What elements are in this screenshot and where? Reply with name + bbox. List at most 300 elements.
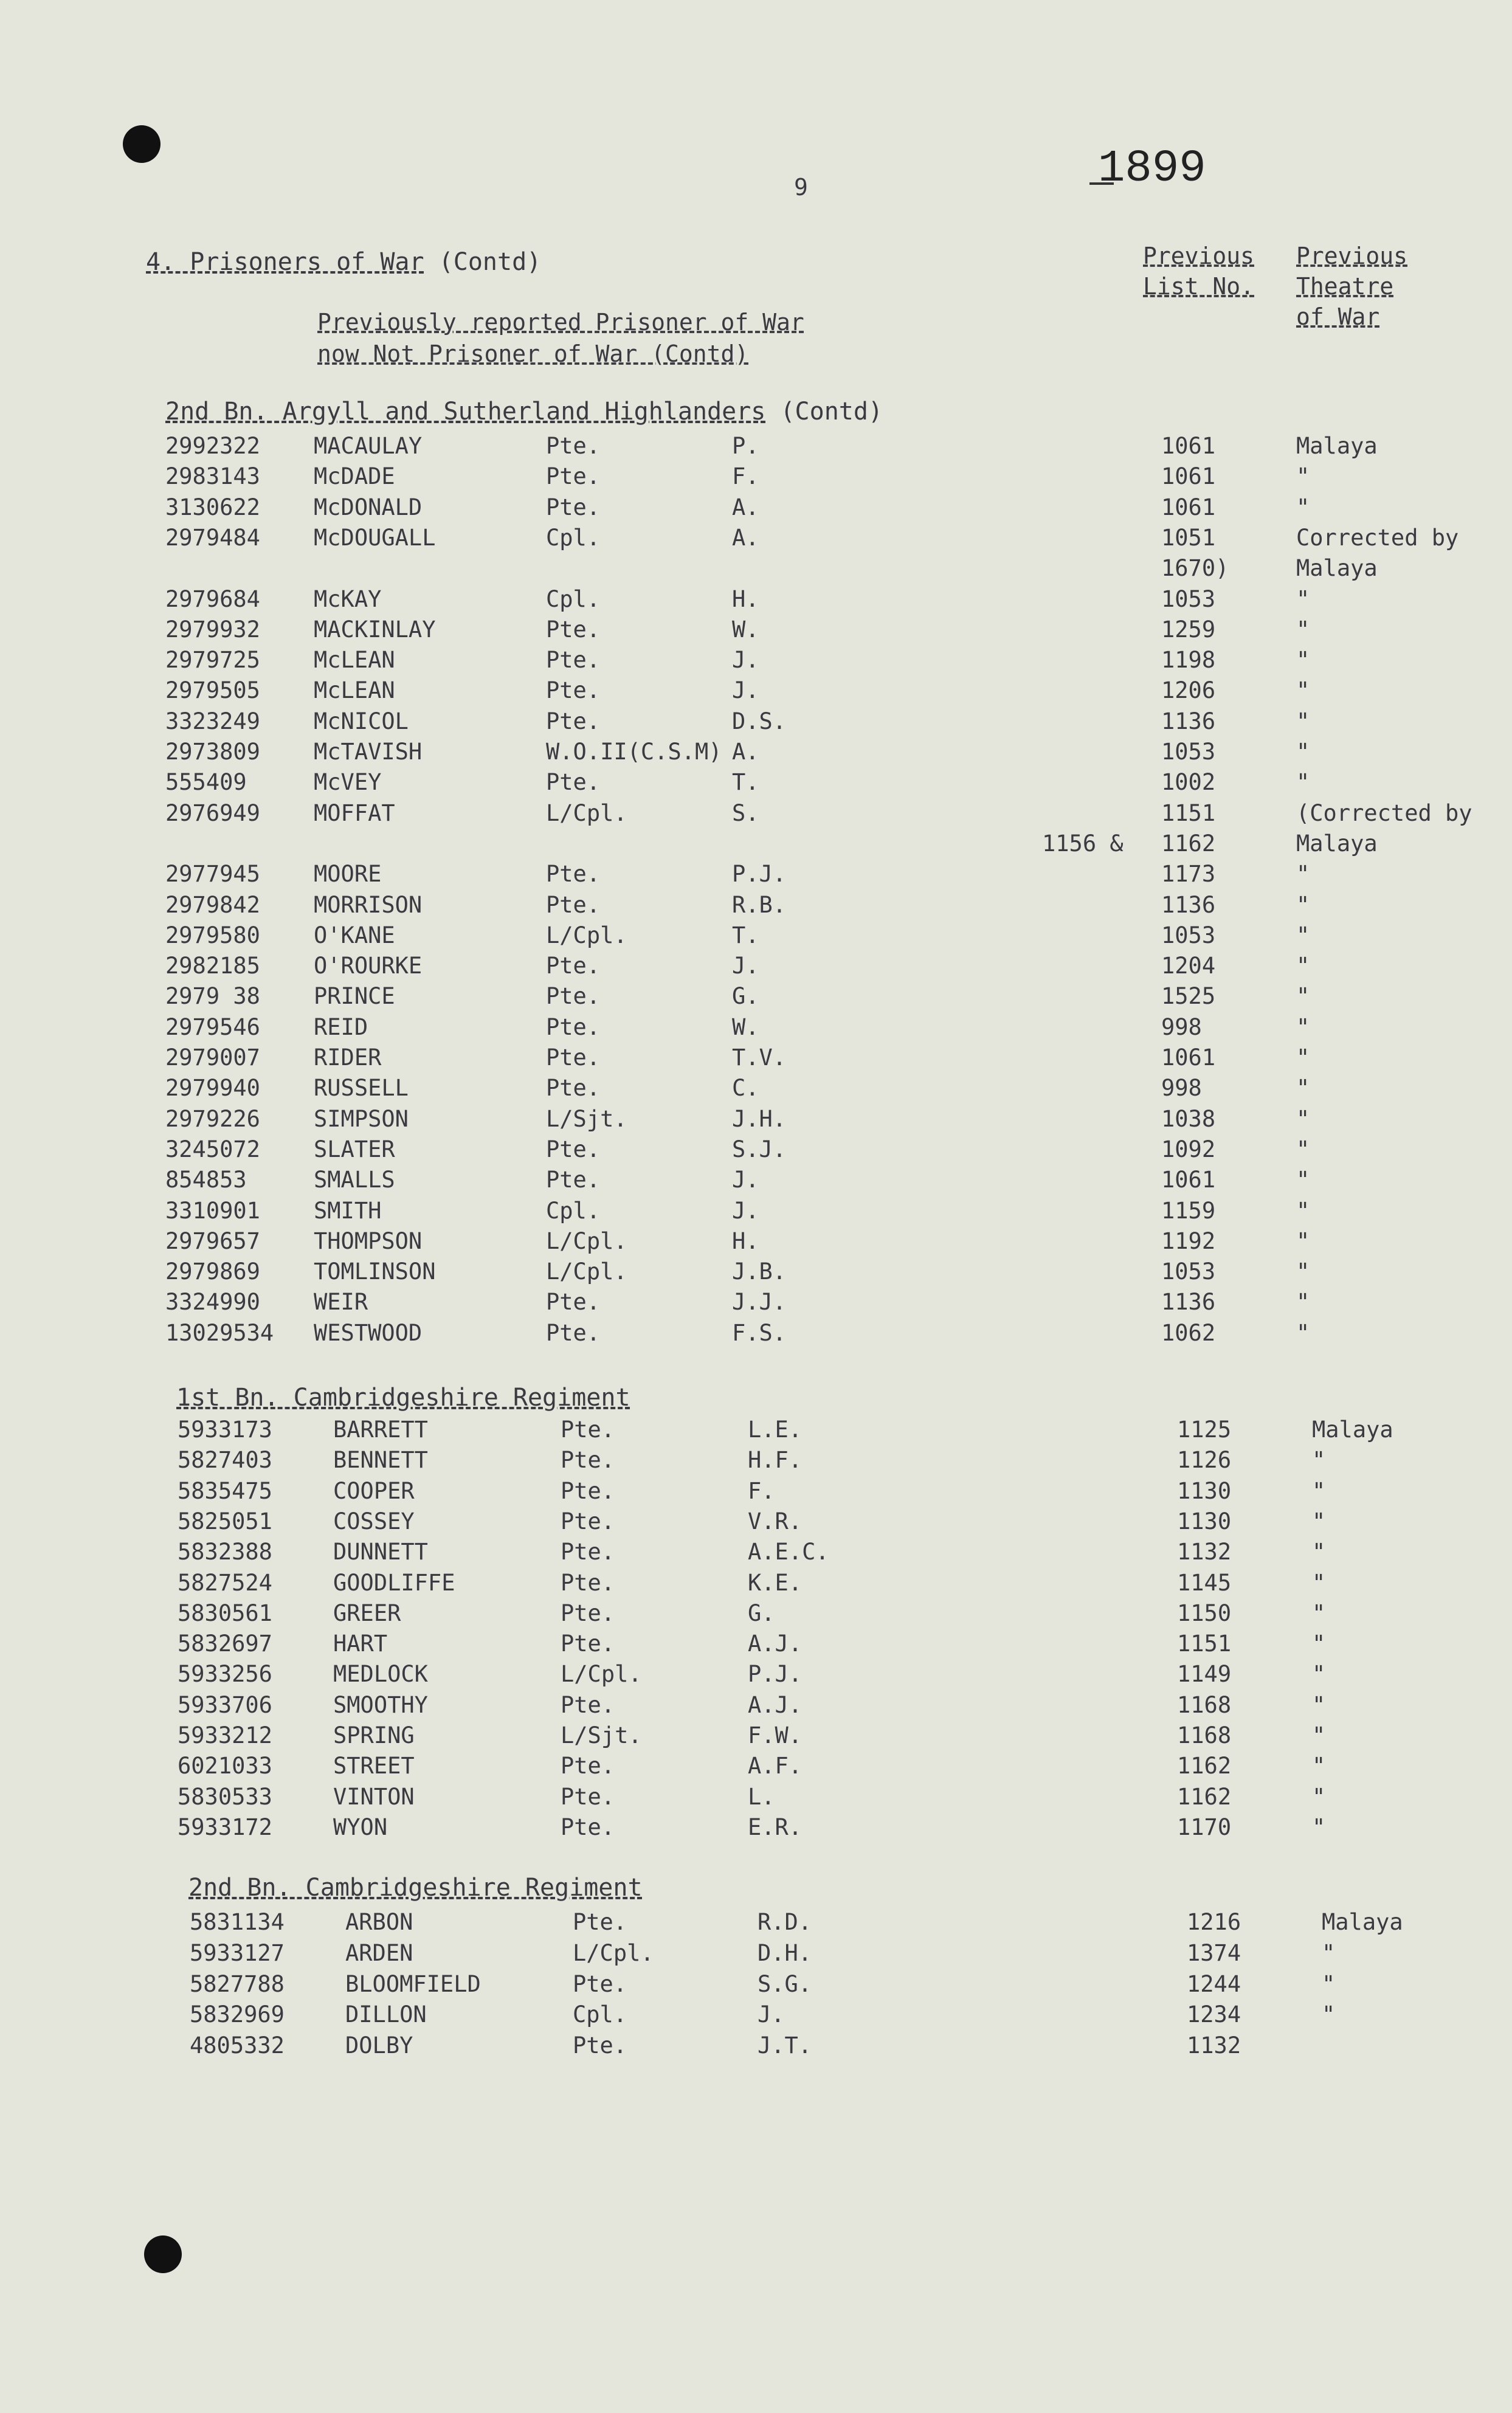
- service-number: 5830533: [178, 1783, 272, 1810]
- service-number: 5827524: [178, 1569, 272, 1596]
- previous-theatre: ": [1312, 1508, 1326, 1534]
- previous-list-no: 1162: [1177, 1753, 1232, 1780]
- service-number: 2979940: [165, 1075, 260, 1102]
- previous-theatre: ": [1296, 983, 1310, 1010]
- previous-theatre: ": [1312, 1477, 1326, 1504]
- surname: McTAVISH: [314, 739, 423, 765]
- initials: S.: [732, 799, 759, 826]
- rank: L/Cpl.: [546, 1258, 627, 1285]
- initials: H.F.: [748, 1447, 803, 1474]
- previous-theatre: ": [1312, 1600, 1326, 1626]
- initials: J.: [732, 953, 759, 979]
- previous-theatre: ": [1296, 708, 1310, 734]
- previous-list-no: 1168: [1177, 1691, 1232, 1718]
- unit-heading-name: 1st Bn. Cambridgeshire Regiment: [176, 1384, 630, 1412]
- rank: Pte.: [561, 1508, 615, 1534]
- initials: J.: [732, 647, 759, 674]
- previous-theatre: ": [1312, 1722, 1326, 1748]
- table-row: [0, 1044, 1512, 1075]
- rank: Pte.: [561, 1569, 615, 1596]
- initials: J.: [758, 2001, 785, 2028]
- table-row: [0, 677, 1512, 708]
- table-row: [0, 1940, 1512, 1970]
- previous-theatre: ": [1322, 1970, 1336, 1997]
- previous-list-no: 1216: [1187, 1909, 1241, 1935]
- initials: W.: [732, 616, 759, 643]
- previous-theatre: ": [1296, 647, 1310, 674]
- service-number: 854853: [165, 1167, 247, 1193]
- previous-list-no: 1162: [1161, 830, 1216, 857]
- surname: RIDER: [314, 1044, 382, 1071]
- previous-list-no: 1136: [1161, 891, 1216, 918]
- rank: Pte.: [546, 463, 601, 490]
- rank: Pte.: [546, 1044, 601, 1071]
- previous-list-no: 1234: [1187, 2001, 1241, 2028]
- initials: J.H.: [732, 1105, 787, 1132]
- previous-list-no: 1051: [1161, 524, 1216, 551]
- previous-list-no: 1053: [1161, 585, 1216, 612]
- section-title: [146, 248, 541, 276]
- initials: F.: [748, 1477, 775, 1504]
- service-number: 2979 38: [165, 983, 260, 1010]
- previous-theatre: ": [1296, 953, 1310, 979]
- previous-list-no: 1198: [1161, 647, 1216, 674]
- initials: J.: [732, 1197, 759, 1224]
- table-row: [0, 1508, 1512, 1539]
- rank: Pte.: [561, 1477, 615, 1504]
- previous-list-no: 1130: [1177, 1477, 1232, 1504]
- surname: DILLON: [345, 2001, 427, 2028]
- service-number: 2983143: [165, 463, 260, 490]
- column-header-line: Previous: [1143, 243, 1255, 269]
- service-number: 5832969: [190, 2001, 285, 2028]
- previous-theatre: ": [1296, 1227, 1310, 1254]
- service-number: 2979684: [165, 585, 260, 612]
- rank: L/Cpl.: [561, 1661, 642, 1688]
- table-row: [0, 1258, 1512, 1289]
- surname: SPRING: [333, 1722, 415, 1748]
- previous-theatre: (Corrected by: [1296, 799, 1472, 826]
- rank: Pte.: [546, 769, 601, 796]
- initials: A.F.: [748, 1753, 803, 1780]
- previous-list-no: 1670): [1161, 555, 1229, 582]
- initials: J.: [732, 677, 759, 704]
- service-number: 2979580: [165, 922, 260, 948]
- rank: Pte.: [546, 953, 601, 979]
- previous-list-no: 1159: [1161, 1197, 1216, 1224]
- rank: Pte.: [546, 1136, 601, 1162]
- service-number: 13029534: [165, 1319, 274, 1346]
- rank: L/Cpl.: [546, 799, 627, 826]
- previous-list-no: 1061: [1161, 494, 1216, 520]
- surname: MORRISON: [314, 891, 423, 918]
- previous-theatre: ": [1296, 1197, 1310, 1224]
- initials: P.J.: [748, 1661, 803, 1688]
- table-row: [0, 494, 1512, 525]
- service-number: 5827788: [190, 1970, 285, 1997]
- table-row: [0, 1753, 1512, 1783]
- previous-list-no: 1145: [1177, 1569, 1232, 1596]
- table-row: [0, 586, 1512, 616]
- rank: Pte.: [546, 616, 601, 643]
- surname: McNICOL: [314, 708, 409, 734]
- surname: PRINCE: [314, 983, 395, 1010]
- table-row: [0, 1289, 1512, 1319]
- initials: F.S.: [732, 1319, 787, 1346]
- surname: MACAULAY: [314, 433, 423, 459]
- service-number: 5830561: [178, 1600, 272, 1626]
- surname: McDOUGALL: [314, 524, 436, 551]
- document-number: 1899: [1098, 143, 1206, 195]
- service-number: 5827403: [178, 1447, 272, 1474]
- surname: WEIR: [314, 1289, 368, 1316]
- service-number: 2979657: [165, 1227, 260, 1254]
- surname: McVEY: [314, 769, 382, 796]
- previous-list-no: 1192: [1161, 1227, 1216, 1254]
- rank: Pte.: [561, 1417, 615, 1443]
- previous-list-no: 1062: [1161, 1319, 1216, 1346]
- correction-note: 1156 &: [1042, 830, 1124, 857]
- previous-list-no: 1525: [1161, 983, 1216, 1010]
- table-row: [0, 769, 1512, 799]
- rank: Pte.: [546, 861, 601, 888]
- initials: W.: [732, 1013, 759, 1040]
- previous-theatre: ": [1312, 1539, 1326, 1566]
- surname: SMITH: [314, 1197, 382, 1224]
- table-row: [0, 953, 1512, 983]
- initials: R.B.: [732, 891, 787, 918]
- table-row: [0, 1971, 1512, 2001]
- table-row: [0, 463, 1512, 494]
- initials: G.: [732, 983, 759, 1010]
- previous-theatre: ": [1296, 891, 1310, 918]
- punch-hole-bottom: [144, 2235, 182, 2273]
- rank: L/Cpl.: [573, 1939, 654, 1966]
- initials: P.: [732, 433, 759, 459]
- surname: TOMLINSON: [314, 1258, 436, 1285]
- rank: Pte.: [546, 1075, 601, 1102]
- initials: A.J.: [748, 1691, 803, 1718]
- table-row: [0, 800, 1512, 830]
- surname: McDONALD: [314, 494, 423, 520]
- service-number: 5831134: [190, 1909, 285, 1935]
- previous-theatre: ": [1296, 1105, 1310, 1132]
- service-number: 2979869: [165, 1258, 260, 1285]
- service-number: 5832697: [178, 1631, 272, 1657]
- column-header-line: Previous: [1296, 243, 1408, 269]
- service-number: 555409: [165, 769, 247, 796]
- table-row: [0, 1692, 1512, 1722]
- surname: BLOOMFIELD: [345, 1970, 481, 1997]
- service-number: 5933212: [178, 1722, 272, 1748]
- surname: ARBON: [345, 1909, 413, 1935]
- initials: P.J.: [732, 861, 787, 888]
- previous-theatre: ": [1296, 494, 1310, 520]
- previous-theatre: Malaya: [1322, 1909, 1403, 1935]
- surname: MOFFAT: [314, 799, 395, 826]
- initials: A.E.C.: [748, 1539, 829, 1566]
- surname: DUNNETT: [333, 1539, 428, 1566]
- initials: A.: [732, 739, 759, 765]
- surname: O'ROURKE: [314, 953, 423, 979]
- previous-list-no: 1061: [1161, 1167, 1216, 1193]
- initials: K.E.: [748, 1569, 803, 1596]
- service-number: 3130622: [165, 494, 260, 520]
- rank: Pte.: [561, 1753, 615, 1780]
- initials: C.: [732, 1075, 759, 1102]
- table-row: [0, 1631, 1512, 1661]
- rank: Cpl.: [573, 2001, 627, 2028]
- table-row: [0, 1417, 1512, 1447]
- previous-list-no: 1168: [1177, 1722, 1232, 1748]
- rank: Pte.: [561, 1447, 615, 1474]
- initials: A.: [732, 494, 759, 520]
- previous-list-no: 998: [1161, 1075, 1202, 1102]
- previous-theatre: ": [1296, 585, 1310, 612]
- initials: F.: [732, 463, 759, 490]
- surname: SIMPSON: [314, 1105, 409, 1132]
- previous-theatre: Malaya: [1296, 555, 1378, 582]
- initials: A.J.: [748, 1631, 803, 1657]
- initials: E.R.: [748, 1814, 803, 1840]
- subheading-line: Previously reported Prisoner of War: [317, 309, 804, 336]
- service-number: 2992322: [165, 433, 260, 459]
- column-header-previous-list: [1143, 241, 1254, 302]
- previous-list-no: 1053: [1161, 1258, 1216, 1285]
- previous-theatre: ": [1312, 1814, 1326, 1840]
- previous-list-no: 1061: [1161, 463, 1216, 490]
- table-row: [0, 1909, 1512, 1939]
- surname: VINTON: [333, 1783, 415, 1810]
- initials: H.: [732, 1227, 759, 1254]
- table-row: [0, 892, 1512, 922]
- rank: Pte.: [546, 433, 601, 459]
- previous-list-no: 1061: [1161, 433, 1216, 459]
- service-number: 3245072: [165, 1136, 260, 1162]
- table-row: [0, 1478, 1512, 1508]
- surname: MOORE: [314, 861, 382, 888]
- service-number: 6021033: [178, 1753, 272, 1780]
- table-row: [0, 1539, 1512, 1569]
- table-row: [0, 1167, 1512, 1197]
- service-number: 5933706: [178, 1691, 272, 1718]
- surname: BENNETT: [333, 1447, 428, 1474]
- previous-theatre: ": [1296, 677, 1310, 704]
- table-row: [0, 525, 1512, 555]
- column-header-line: Theatre: [1296, 273, 1394, 300]
- table-row: [0, 739, 1512, 769]
- surname: SMOOTHY: [333, 1691, 428, 1718]
- initials: J.B.: [732, 1258, 787, 1285]
- previous-list-no: 1259: [1161, 616, 1216, 643]
- table-row: [0, 647, 1512, 677]
- rank: Pte.: [561, 1691, 615, 1718]
- table-row: [0, 1228, 1512, 1258]
- previous-theatre: ": [1296, 1258, 1310, 1285]
- initials: D.S.: [732, 708, 787, 734]
- table-row: [0, 2001, 1512, 2032]
- rank: Pte.: [546, 647, 601, 674]
- previous-list-no: 1125: [1177, 1417, 1232, 1443]
- section-title-suffix: (Contd): [438, 248, 542, 276]
- surname: McKAY: [314, 585, 382, 612]
- service-number: 3310901: [165, 1197, 260, 1224]
- table-row: [0, 555, 1512, 585]
- previous-list-no: 1204: [1161, 953, 1216, 979]
- previous-list-no: 1136: [1161, 1289, 1216, 1316]
- previous-theatre: ": [1296, 1319, 1310, 1346]
- initials: A.: [732, 524, 759, 551]
- initials: S.J.: [732, 1136, 787, 1162]
- previous-list-no: 1162: [1177, 1783, 1232, 1810]
- surname: BARRETT: [333, 1417, 428, 1443]
- service-number: 2979546: [165, 1013, 260, 1040]
- surname: WYON: [333, 1814, 388, 1840]
- rank: Pte.: [546, 1319, 601, 1346]
- previous-theatre: ": [1312, 1753, 1326, 1780]
- previous-theatre: ": [1296, 1167, 1310, 1193]
- previous-theatre: ": [1312, 1691, 1326, 1718]
- rank: Pte.: [573, 1970, 627, 1997]
- table-row: [0, 1106, 1512, 1136]
- initials: G.: [748, 1600, 775, 1626]
- surname: COOPER: [333, 1477, 415, 1504]
- surname: GREER: [333, 1600, 401, 1626]
- previous-list-no: 1170: [1177, 1814, 1232, 1840]
- initials: V.R.: [748, 1508, 803, 1534]
- previous-list-no: 1136: [1161, 708, 1216, 734]
- surname: STREET: [333, 1753, 415, 1780]
- unit-heading: [176, 1384, 630, 1412]
- previous-theatre: ": [1296, 1289, 1310, 1316]
- surname: McLEAN: [314, 677, 395, 704]
- column-header-previous-theatre: [1296, 241, 1407, 332]
- unit-heading: [165, 398, 883, 426]
- surname: ARDEN: [345, 1939, 413, 1966]
- initials: L.: [748, 1783, 775, 1810]
- rank: Pte.: [546, 1289, 601, 1316]
- rank: Pte.: [573, 2032, 627, 2059]
- unit-heading: [188, 1874, 643, 1902]
- service-number: 5835475: [178, 1477, 272, 1504]
- service-number: 2979505: [165, 677, 260, 704]
- previous-theatre: ": [1312, 1447, 1326, 1474]
- column-header-line: List No.: [1143, 273, 1255, 300]
- table-row: [0, 1075, 1512, 1105]
- table-row: [0, 861, 1512, 891]
- surname: RUSSELL: [314, 1075, 409, 1102]
- initials: D.H.: [758, 1939, 812, 1966]
- previous-theatre: ": [1312, 1783, 1326, 1810]
- service-number: 2979932: [165, 616, 260, 643]
- previous-theatre: ": [1296, 616, 1310, 643]
- surname: MEDLOCK: [333, 1661, 428, 1688]
- service-number: 2979007: [165, 1044, 260, 1071]
- punch-hole-top: [123, 125, 161, 163]
- rank: Pte.: [546, 1167, 601, 1193]
- initials: T.V.: [732, 1044, 787, 1071]
- unit-heading-name: 2nd Bn. Argyll and Sutherland Highlanders: [165, 398, 766, 426]
- table-row: [0, 983, 1512, 1013]
- previous-theatre: ": [1296, 769, 1310, 796]
- service-number: 2979226: [165, 1105, 260, 1132]
- previous-theatre: Malaya: [1296, 433, 1378, 459]
- service-number: 5933127: [190, 1939, 285, 1966]
- initials: H.: [732, 585, 759, 612]
- initials: T.: [732, 769, 759, 796]
- surname: McLEAN: [314, 647, 395, 674]
- service-number: 5933173: [178, 1417, 272, 1443]
- table-row: [0, 1014, 1512, 1044]
- service-number: 5825051: [178, 1508, 272, 1534]
- surname: WESTWOOD: [314, 1319, 423, 1346]
- previous-theatre: ": [1296, 739, 1310, 765]
- previous-theatre: ": [1322, 2001, 1336, 2028]
- surname: THOMPSON: [314, 1227, 423, 1254]
- previous-list-no: 1150: [1177, 1600, 1232, 1626]
- table-row: [0, 1784, 1512, 1814]
- table-row: [0, 1814, 1512, 1845]
- previous-theatre: ": [1296, 1044, 1310, 1071]
- previous-list-no: 1206: [1161, 677, 1216, 704]
- rank: Cpl.: [546, 585, 601, 612]
- table-row: [0, 2032, 1512, 2063]
- previous-list-no: 1061: [1161, 1044, 1216, 1071]
- service-number: 4805332: [190, 2032, 285, 2059]
- rank: Pte.: [546, 983, 601, 1010]
- rank: L/Cpl.: [546, 1227, 627, 1254]
- rank: L/Sjt.: [561, 1722, 642, 1748]
- rank: Pte.: [546, 1013, 601, 1040]
- rank: Pte.: [546, 677, 601, 704]
- service-number: 2976949: [165, 799, 260, 826]
- rank: W.O.II(C.S.M): [546, 739, 722, 765]
- previous-theatre: ": [1322, 1939, 1336, 1966]
- subheading: [317, 306, 804, 370]
- rank: Pte.: [573, 1909, 627, 1935]
- service-number: 5933256: [178, 1661, 272, 1688]
- table-row: [0, 830, 1512, 861]
- table-row: [0, 1600, 1512, 1631]
- section-title-text: 4. Prisoners of War: [146, 248, 424, 276]
- rank: Pte.: [546, 708, 601, 734]
- previous-theatre: ": [1312, 1569, 1326, 1596]
- previous-list-no: 1244: [1187, 1970, 1241, 1997]
- rank: Pte.: [546, 891, 601, 918]
- rank: Pte.: [561, 1600, 615, 1626]
- previous-list-no: 1149: [1177, 1661, 1232, 1688]
- table-row: [0, 433, 1512, 463]
- unit-heading-suffix: (Contd): [765, 398, 883, 426]
- previous-theatre: ": [1312, 1631, 1326, 1657]
- service-number: 2982185: [165, 953, 260, 979]
- service-number: 5832388: [178, 1539, 272, 1566]
- previous-list-no: 1092: [1161, 1136, 1216, 1162]
- previous-list-no: 1132: [1187, 2032, 1241, 2059]
- surname: COSSEY: [333, 1508, 415, 1534]
- surname: McDADE: [314, 463, 395, 490]
- service-number: 5933172: [178, 1814, 272, 1840]
- previous-list-no: 1053: [1161, 739, 1216, 765]
- service-number: 2973809: [165, 739, 260, 765]
- initials: S.G.: [758, 1970, 812, 1997]
- surname: MACKINLAY: [314, 616, 436, 643]
- previous-theatre: Malaya: [1296, 830, 1378, 857]
- previous-list-no: 1130: [1177, 1508, 1232, 1534]
- subheading-line: now Not Prisoner of War (Contd): [317, 340, 749, 367]
- previous-theatre: Corrected by: [1296, 524, 1459, 551]
- page-number: 9: [794, 174, 808, 201]
